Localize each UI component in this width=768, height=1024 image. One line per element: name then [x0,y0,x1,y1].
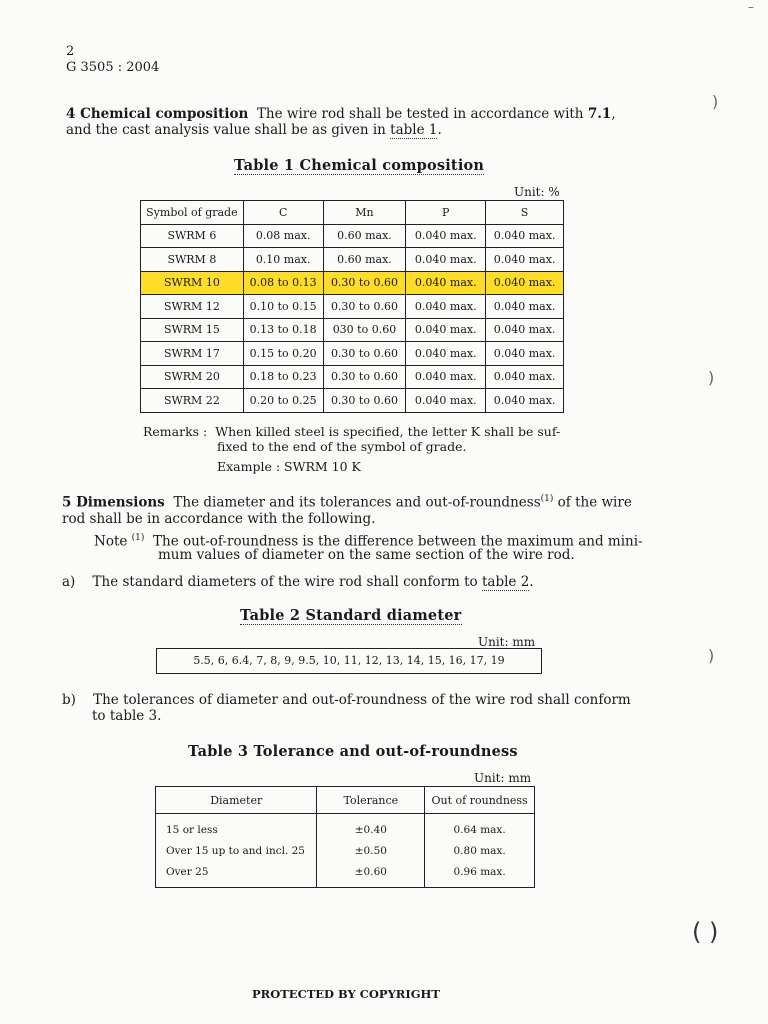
table-1-header-cell: Mn [323,201,406,225]
table-row-highlighted [141,271,564,295]
table-cell: 0.30 to 0.60 [323,271,406,295]
table-1-header-cell: Symbol of grade [141,201,244,225]
table-cell: SWRM 15 [141,318,244,342]
table-cell: 0.040 max. [486,295,564,319]
section-4-text-2: and the cast analysis value shall be as given in [66,122,386,138]
table-cell: 0.08 to 0.13 [243,271,323,295]
footer-copyright: PROTECTED BY COPYRIGHT [252,987,440,1001]
table-cell: 0.040 max. [406,342,486,366]
table-1-header-cell: P [406,201,486,225]
scan-mark: ) [708,646,715,665]
table-row [156,814,535,841]
table-cell: 0.040 max. [486,365,564,389]
table-3-caption: Table 3 Tolerance and out-of-roundness [188,743,518,760]
table-row [156,840,535,861]
table-row [141,365,564,389]
table-cell: ±0.50 [317,840,425,861]
table-cell: 15 or less [156,814,317,841]
table-cell: 030 to 0.60 [323,318,406,342]
table-row [141,342,564,366]
tolerance-table [155,786,535,888]
table-cell: 0.10 max. [243,248,323,272]
table-cell: Over 25 [156,861,317,888]
note-label: Note [94,533,128,550]
page-number: 2 [66,44,75,59]
table-cell: 0.040 max. [486,389,564,413]
item-b-line-1: The tolerances of diameter and out-of-roundness of the wire rod shall conform [93,692,631,708]
table-cell: 0.040 max. [406,248,486,272]
item-b-line-2: to table 3. [92,708,162,724]
section-5-text-1-end: of the wire [557,494,632,511]
table-2-link[interactable]: table 2 [481,574,530,590]
table-cell: SWRM 6 [141,224,244,248]
remarks-line-2: fixed to the end of the symbol of grade. [217,439,467,454]
item-a-text: The standard diameters of the wire rod shall conform to [92,574,478,590]
table-cell: 0.040 max. [486,224,564,248]
table-row [141,318,564,342]
section-5-text-1: The diameter and its tolerances and out-of-roundness [173,494,541,511]
item-a-label: a) [62,574,76,590]
section-4-text-1: The wire rod shall be tested in accordance with [256,106,584,122]
table-cell: ±0.40 [317,814,425,841]
table-cell: 0.040 max. [406,224,486,248]
table-cell: 0.040 max. [406,389,486,413]
table-cell: 0.15 to 0.20 [243,342,323,366]
table-cell: 0.040 max. [486,271,564,295]
table-cell: 0.30 to 0.60 [323,295,406,319]
table-1-unit: Unit: % [514,185,560,199]
note-line-1: The out-of-roundness is the difference between the maximum and mini- [153,533,643,550]
table-row [141,295,564,319]
section-4-paragraph: 4 Chemical composition The wire rod shall be tested in accordance with 7.1, and the cast analysis value shall be as given in table 1. [66,106,616,138]
section-4-heading: 4 Chemical composition [66,106,249,122]
item-a: a) The standard diameters of the wire rod shall conform to table 2. [62,574,534,590]
table-cell: ±0.60 [317,861,425,888]
table-cell: 0.30 to 0.60 [323,389,406,413]
table-cell: 0.20 to 0.25 [243,389,323,413]
table-3-header-cell: Out of roundness [425,787,535,814]
remarks-label: Remarks : [143,424,208,439]
table-row [141,389,564,413]
note-line-2: mum values of diameter on the same section of the wire rod. [158,547,575,563]
table-cell: 0.64 max. [425,814,535,841]
standard-diameter-values: 5.5, 6, 6.4, 7, 8, 9, 9.5, 10, 11, 12, 13, 14, 15, 16, 17, 19 [156,648,542,674]
table-cell: 0.18 to 0.23 [243,365,323,389]
table-cell: SWRM 8 [141,248,244,272]
scan-mark: ( ) [692,918,719,946]
table-cell: 0.040 max. [406,271,486,295]
table-cell: 0.040 max. [486,248,564,272]
table-cell: 0.30 to 0.60 [323,365,406,389]
remarks-line-1: When killed steel is specified, the letter K shall be suf- [215,424,561,439]
table-1-header-cell: C [243,201,323,225]
table-cell: 0.80 max. [425,840,535,861]
table-row [141,224,564,248]
scan-mark: ) [712,92,719,111]
section-5-paragraph [62,491,682,527]
table-cell: Over 15 up to and incl. 25 [156,840,317,861]
table-cell: 0.040 max. [406,365,486,389]
table-2-unit: Unit: mm [478,635,536,649]
table-cell: 0.040 max. [406,295,486,319]
table-1-caption: Table 1 Chemical composition [234,157,485,174]
item-b [62,692,682,708]
scan-mark: ) [708,368,715,387]
note-block: Note $^{(1)}$ The out-of-roundness is the difference between the maximum and mini- [94,533,643,550]
remarks-example: Example : SWRM 10 K [217,459,361,474]
scan-mark: – [748,0,754,14]
table-3-header-cell: Tolerance [317,787,425,814]
section-5-text-2: rod shall be in accordance with the following. [62,510,376,527]
table-cell: 0.60 max. [323,248,406,272]
section-5-heading: 5 Dimensions [62,494,165,511]
table-cell: SWRM 12 [141,295,244,319]
table-cell: 0.30 to 0.60 [323,342,406,366]
table-1-remarks [143,424,560,439]
table-cell: 0.60 max. [323,224,406,248]
table-cell: 0.96 max. [425,861,535,888]
table-row [141,248,564,272]
table-cell: 0.040 max. [406,318,486,342]
footnote-marker: (1) [540,494,554,504]
table-2-caption: Table 2 Standard diameter [240,607,462,624]
table-1-link[interactable]: table 1 [390,122,438,138]
standard-number: G 3505 : 2004 [66,60,160,75]
table-cell: SWRM 10 [141,271,244,295]
table-cell: 0.040 max. [486,318,564,342]
chemical-composition-table [140,200,564,413]
section-ref-7-1: 7.1 [587,106,612,122]
table-cell: 0.10 to 0.15 [243,295,323,319]
table-3-header-cell: Diameter [156,787,317,814]
table-cell: 0.08 max. [243,224,323,248]
table-1-header-row [141,201,564,225]
item-b-label: b) [62,692,76,708]
table-3-unit: Unit: mm [474,771,532,785]
table-row [156,861,535,888]
table-1-header-cell: S [486,201,564,225]
table-cell: 0.13 to 0.18 [243,318,323,342]
table-cell: SWRM 22 [141,389,244,413]
table-cell: 0.040 max. [486,342,564,366]
table-cell: SWRM 17 [141,342,244,366]
table-cell: SWRM 20 [141,365,244,389]
